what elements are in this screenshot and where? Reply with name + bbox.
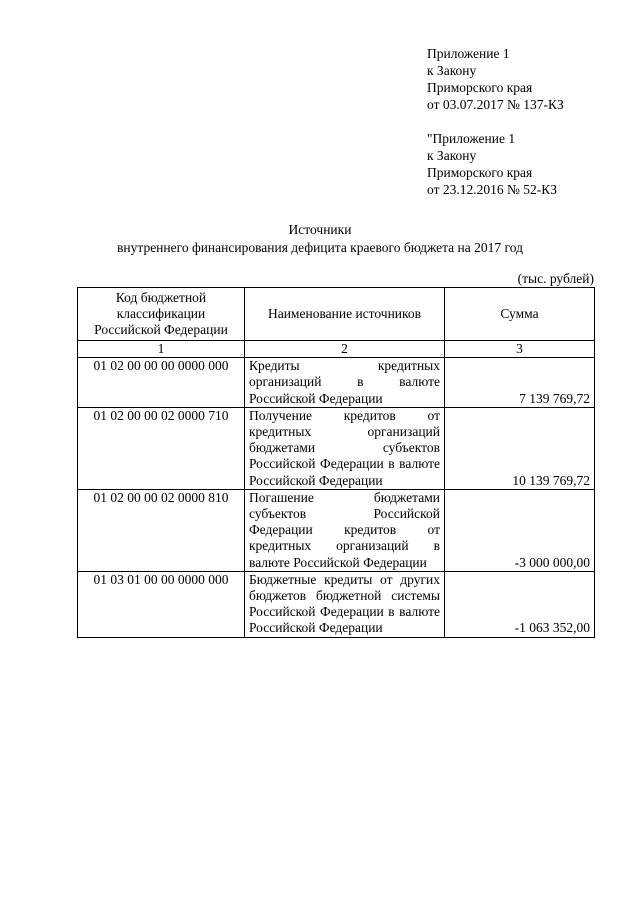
row-sum: 10 139 769,72 xyxy=(445,407,595,489)
appendix-title: "Приложение 1 xyxy=(427,131,516,146)
row-name: Погашение бюджетами субъектов Российской Федерации кредитов от кредитных организаций в валюте Российской Федерации xyxy=(245,489,445,571)
appendix-date-number: от 23.12.2016 № 52-КЗ xyxy=(427,182,557,197)
table-row xyxy=(78,407,595,489)
appendix-law: к Закону xyxy=(427,148,477,163)
header-sum: Сумма xyxy=(445,288,595,341)
column-number-row xyxy=(78,341,595,358)
units-label: (тыс. рублей) xyxy=(517,271,594,286)
row-name: Бюджетные кредиты от других бюджетов бюджетной системы Российской Федерации в валюте Российской Федерации xyxy=(245,571,445,637)
header-name: Наименование источников xyxy=(245,288,445,341)
appendix-law: к Закону xyxy=(427,63,477,78)
document-title xyxy=(0,221,640,257)
table-header-row xyxy=(78,288,595,341)
row-name: Получение кредитов от кредитных организаций бюджетами субъектов Российской Федерации в валюте Российской Федерации xyxy=(245,407,445,489)
column-number: 3 xyxy=(445,341,595,358)
row-sum: -3 000 000,00 xyxy=(445,489,595,571)
appendix-date-number: от 03.07.2017 № 137-КЗ xyxy=(427,97,564,112)
appendix-original-block xyxy=(427,130,557,198)
title-line-2: внутреннего финансирования дефицита краевого бюджета на 2017 год xyxy=(117,240,523,255)
table-row xyxy=(78,489,595,571)
column-number: 2 xyxy=(245,341,445,358)
table-row xyxy=(78,571,595,637)
column-number: 1 xyxy=(78,341,245,358)
financing-sources-table xyxy=(77,287,595,638)
row-name: Кредиты кредитных организаций в валюте Российской Федерации xyxy=(245,358,445,408)
appendix-region: Приморского края xyxy=(427,165,533,180)
title-line-1: Источники xyxy=(288,222,352,237)
appendix-region: Приморского края xyxy=(427,80,533,95)
appendix-current-block xyxy=(427,45,564,113)
appendix-title: Приложение 1 xyxy=(427,46,510,61)
row-sum: 7 139 769,72 xyxy=(445,358,595,408)
row-code: 01 02 00 00 00 0000 000 xyxy=(78,358,245,408)
table-row xyxy=(78,358,595,408)
row-sum: -1 063 352,00 xyxy=(445,571,595,637)
header-code: Код бюджетной классификации Российской Федерации xyxy=(78,288,245,341)
row-code: 01 02 00 00 02 0000 710 xyxy=(78,407,245,489)
row-code: 01 02 00 00 02 0000 810 xyxy=(78,489,245,571)
row-code: 01 03 01 00 00 0000 000 xyxy=(78,571,245,637)
